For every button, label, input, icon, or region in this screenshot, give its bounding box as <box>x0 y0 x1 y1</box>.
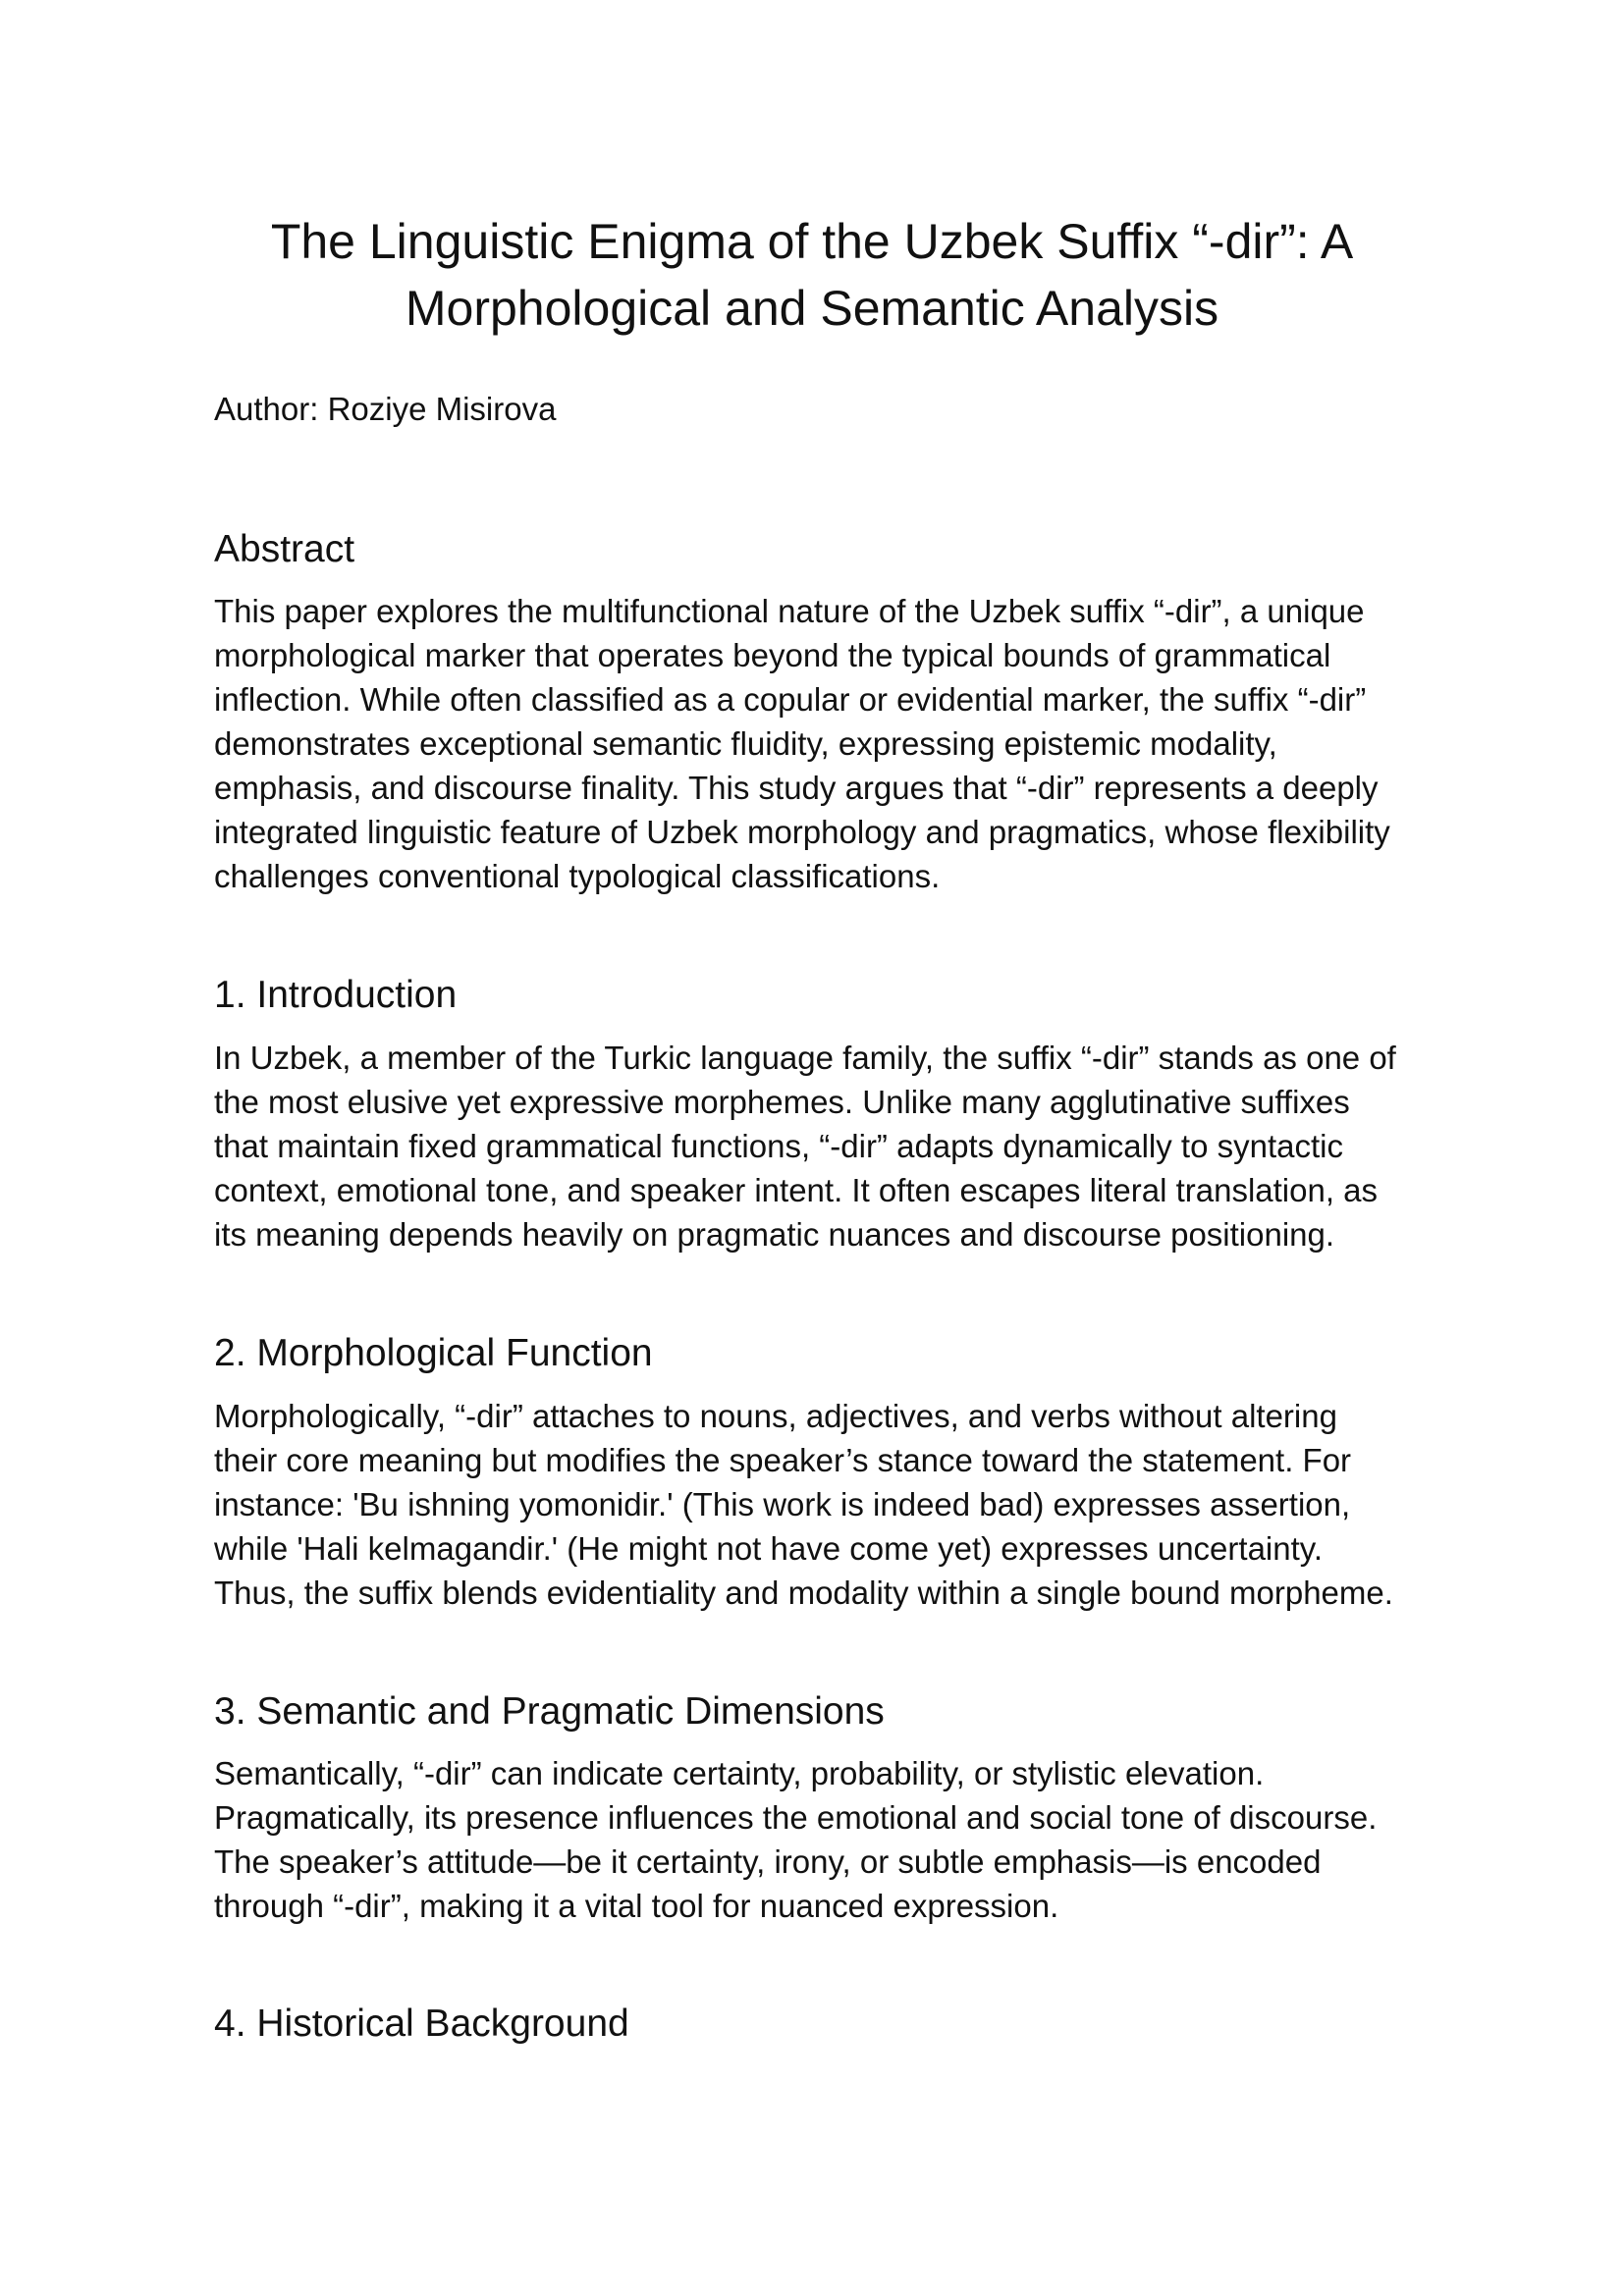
text-line: inflection. While often classified as a copular or evidential marker, the suffix “-dir” <box>214 681 1367 718</box>
text-line: Morphologically, “-dir” attaches to nouns, adjectives, and verbs without altering <box>214 1398 1337 1434</box>
text-line: In Uzbek, a member of the Turkic language family, the suffix “-dir” stands as one of <box>214 1040 1396 1076</box>
author-name: Roziye Misirova <box>327 391 557 427</box>
section-heading-morphological-function: 2. Morphological Function <box>214 1332 653 1374</box>
text-line: their core meaning but modifies the speaker’s stance toward the statement. For <box>214 1442 1352 1478</box>
text-line: integrated linguistic feature of Uzbek morphology and pragmatics, whose flexibility <box>214 814 1390 850</box>
text-line: that maintain fixed grammatical functions, “-dir” adapts dynamically to syntactic <box>214 1128 1343 1164</box>
text-line: its meaning depends heavily on pragmatic nuances and discourse positioning. <box>214 1216 1335 1253</box>
text-line: morphological marker that operates beyond the typical bounds of grammatical <box>214 637 1331 673</box>
text-line: the most elusive yet expressive morphemes. Unlike many agglutinative suffixes <box>214 1084 1350 1120</box>
author-label: Author: <box>214 391 319 427</box>
paper-title <box>196 208 1428 342</box>
text-line: through “-dir”, making it a vital tool for nuanced expression. <box>214 1888 1059 1924</box>
section-heading-introduction: 1. Introduction <box>214 974 458 1016</box>
paper-title-line-1: The Linguistic Enigma of the Uzbek Suffix “-dir”: A <box>270 214 1354 269</box>
author-line <box>214 388 556 431</box>
text-line: demonstrates exceptional semantic fluidity, expressing epistemic modality, <box>214 725 1277 762</box>
text-line: Semantically, “-dir” can indicate certainty, probability, or stylistic elevation. <box>214 1755 1265 1791</box>
section-body-morphological-function <box>214 1394 1432 1615</box>
text-line: while 'Hali kelmagandir.' (He might not have come yet) expresses uncertainty. <box>214 1530 1323 1567</box>
text-line: emphasis, and discourse finality. This study argues that “-dir” represents a deeply <box>214 770 1379 806</box>
section-body-introduction <box>214 1036 1432 1256</box>
section-body-abstract <box>214 589 1432 898</box>
text-line: context, emotional tone, and speaker intent. It often escapes literal translation, as <box>214 1172 1379 1208</box>
text-line: Thus, the suffix blends evidentiality and modality within a single bound morpheme. <box>214 1575 1393 1611</box>
section-body-semantic-pragmatic <box>214 1751 1432 1928</box>
text-line: The speaker’s attitude—be it certainty, irony, or subtle emphasis—is encoded <box>214 1843 1322 1880</box>
text-line: This paper explores the multifunctional nature of the Uzbek suffix “-dir”, a unique <box>214 593 1365 629</box>
section-heading-historical-background: 4. Historical Background <box>214 2002 629 2045</box>
section-heading-abstract: Abstract <box>214 528 355 570</box>
paper-title-line-2: Morphological and Semantic Analysis <box>405 281 1219 336</box>
text-line: Pragmatically, its presence influences the emotional and social tone of discourse. <box>214 1799 1378 1836</box>
section-heading-semantic-pragmatic: 3. Semantic and Pragmatic Dimensions <box>214 1690 885 1733</box>
text-line: challenges conventional typological classifications. <box>214 858 941 894</box>
text-line: instance: 'Bu ishning yomonidir.' (This work is indeed bad) expresses assertion, <box>214 1486 1351 1522</box>
